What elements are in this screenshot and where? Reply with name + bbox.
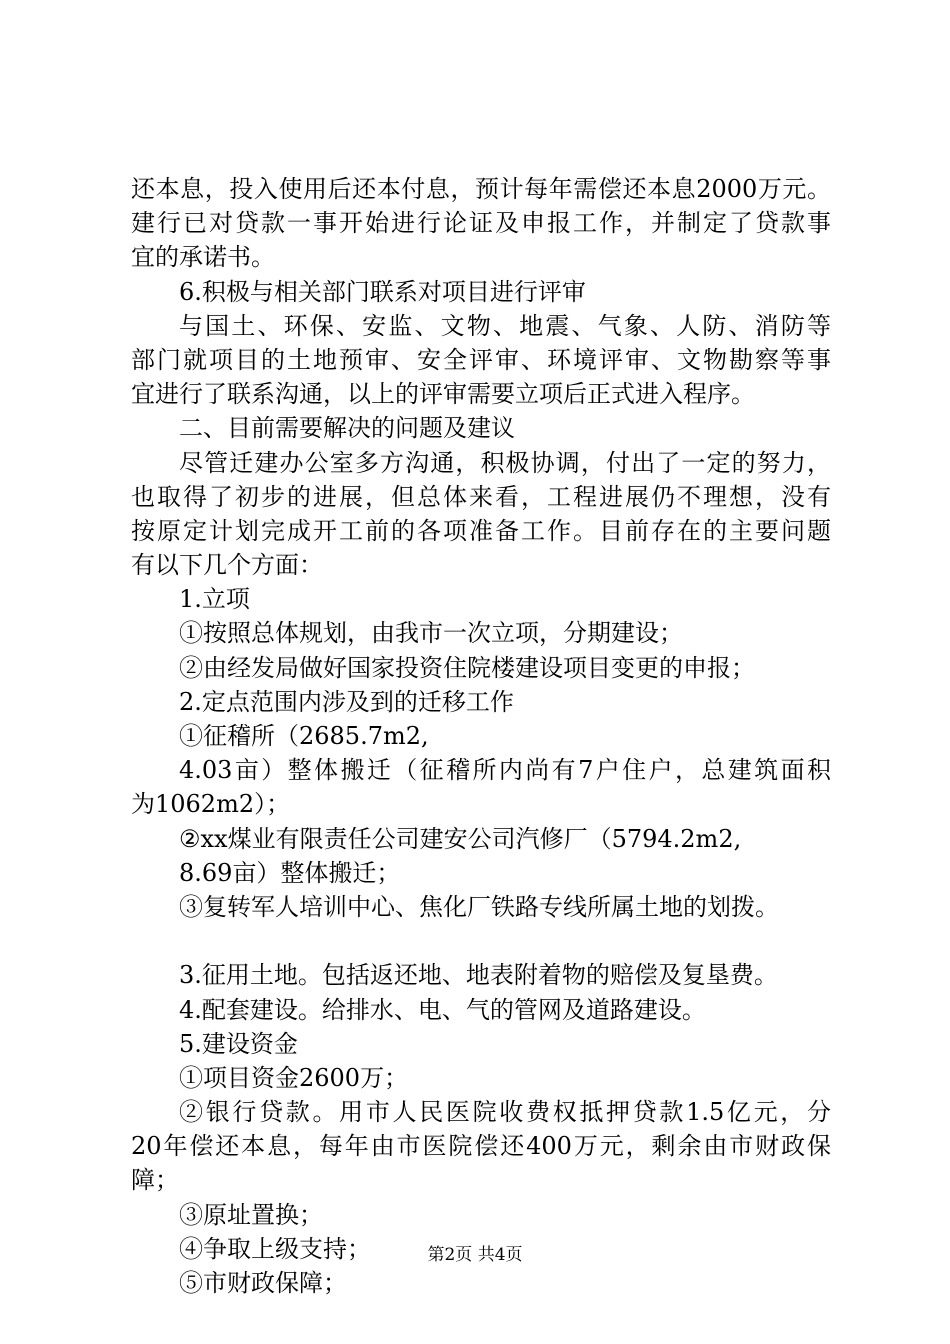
text-line: 按原定计划完成开工前的各项准备工作。目前存在的主要问题 bbox=[131, 516, 831, 545]
blank-line bbox=[131, 924, 831, 958]
section-heading: 4.配套建设。给排水、电、气的管网及道路建设。 bbox=[179, 995, 706, 1024]
section-heading: 3.征用土地。包括返还地、地表附着物的赔偿及复垦费。 bbox=[179, 961, 778, 990]
section-heading: 6.积极与相关部门联系对项目进行评审 bbox=[179, 277, 586, 306]
text-line: 还本息，投入使用后还本付息，预计每年需偿还本息2000万元。 bbox=[131, 175, 831, 203]
list-item: ①项目资金2600万； bbox=[179, 1063, 409, 1092]
text-line: 障； bbox=[131, 1166, 179, 1195]
list-item: ②银行贷款。用市人民医院收费权抵押贷款1.5亿元，分 bbox=[179, 1098, 831, 1127]
section-heading: 二、目前需要解决的问题及建议 bbox=[179, 414, 515, 443]
text-line: 与国土、环保、安监、文物、地震、气象、人防、消防等 bbox=[179, 311, 831, 340]
text-line: 20年偿还本息，每年由市医院偿还400万元，剩余由市财政保 bbox=[131, 1132, 831, 1161]
text-line: 建行已对贷款一事开始进行论证及申报工作，并制定了贷款事 bbox=[131, 209, 831, 238]
text-line: 尽管迁建办公室多方沟通，积极协调，付出了一定的努力， bbox=[179, 448, 831, 477]
list-item: ③原址置换； bbox=[179, 1200, 323, 1229]
page-footer bbox=[0, 1244, 950, 1266]
text-line: 4.03亩）整体搬迁（征稽所内尚有7户住户，总建筑面积 bbox=[179, 756, 831, 785]
text-line: 8.69亩）整体搬迁； bbox=[179, 858, 401, 887]
list-item: ③复转军人培训中心、焦化厂铁路专线所属土地的划拨。 bbox=[179, 892, 779, 921]
text-line: 部门就项目的土地预审、安全评审、环境评审、文物勘察等事 bbox=[131, 345, 831, 374]
list-item: ②由经发局做好国家投资住院楼建设项目变更的申报； bbox=[179, 653, 755, 682]
section-heading: 5.建设资金 bbox=[179, 1029, 298, 1058]
text-line: 宜进行了联系沟通，以上的评审需要立项后正式进入程序。 bbox=[131, 380, 755, 409]
section-heading: 2.定点范围内涉及到的迁移工作 bbox=[179, 687, 514, 716]
list-item: ④争取上级支持； bbox=[179, 1234, 371, 1263]
page-number-indicator: 第2页 共4页 bbox=[427, 1245, 523, 1265]
section-heading: 1.立项 bbox=[179, 585, 250, 614]
text-line: 也取得了初步的进展，但总体来看，工程进展仍不理想，没有 bbox=[131, 482, 831, 511]
document-body bbox=[131, 172, 831, 1300]
list-item: ①征稽所（2685.7m2, bbox=[179, 722, 429, 750]
list-item: ⑤市财政保障； bbox=[179, 1269, 347, 1297]
text-line: 为1062m2）； bbox=[131, 790, 291, 819]
text-line: 宜的承诺书。 bbox=[131, 243, 275, 272]
list-item: ①按照总体规划，由我市一次立项，分期建设； bbox=[179, 619, 683, 648]
list-item: ②xx煤业有限责任公司建安公司汽修厂（5794.2m2, bbox=[179, 824, 742, 853]
text-line: 有以下几个方面： bbox=[131, 551, 323, 580]
